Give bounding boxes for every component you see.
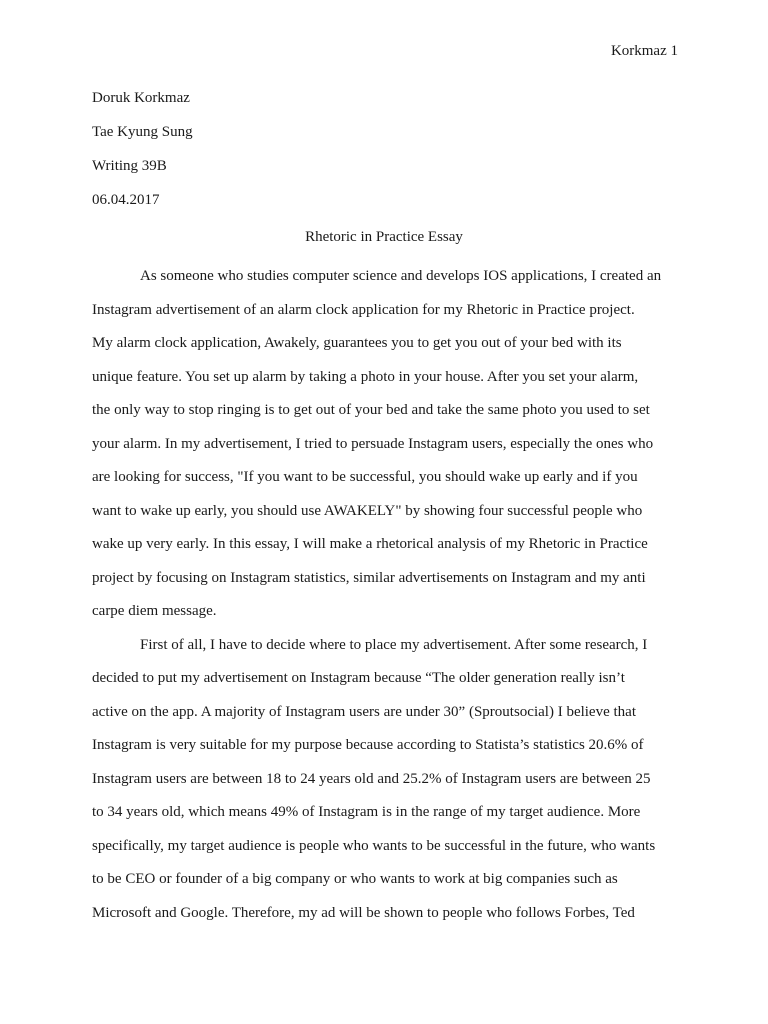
course-line: Writing 39B (92, 158, 167, 174)
running-header: Korkmaz 1 (610, 43, 678, 59)
paragraph-line: your alarm. In my advertisement, I tried to persuade Instagram users, especially the ones who (92, 435, 654, 452)
essay-title: Rhetoric in Practice Essay (305, 229, 463, 245)
paragraph-line: Instagram users are between 18 to 24 years old and 25.2% of Instagram users are between 25 (92, 770, 651, 787)
paragraph-line: project by focusing on Instagram statistics, similar advertisements on Instagram and my anti (92, 569, 646, 586)
paragraph-line: are looking for success, "If you want to be successful, you should wake up early and if you (92, 469, 638, 485)
paragraph-line: specifically, my target audience is people who wants to be successful in the future, who wants (92, 837, 656, 854)
paragraph-line: As someone who studies computer science and develops IOS applications, I created an (140, 268, 662, 284)
paragraph-line: active on the app. A majority of Instagram users are under 30” (Sproutsocial) I believe that (92, 703, 636, 720)
author-line: Doruk Korkmaz (92, 90, 190, 106)
paragraph-line: Instagram is very suitable for my purpose because according to Statista’s statistics 20.6% of (92, 737, 644, 753)
paragraph-line: decided to put my advertisement on Instagram because “The older generation really isn’t (92, 670, 625, 686)
instructor-name (92, 122, 678, 142)
paragraph-line: the only way to stop ringing is to get out of your bed and take the same photo you used to set (92, 402, 650, 418)
paragraph (92, 260, 678, 629)
instructor-line: Tae Kyung Sung (92, 124, 193, 140)
paragraph (92, 629, 678, 931)
paragraph-line: carpe diem message. (92, 603, 217, 619)
paragraph-line: Instagram advertisement of an alarm clock application for my Rhetoric in Practice project. (92, 301, 635, 318)
date-line: 06.04.2017 (92, 192, 160, 208)
essay-body (92, 260, 678, 930)
paragraph-line: want to wake up early, you should use AWAKELY" by showing four successful people who (92, 502, 643, 519)
paragraph-line: First of all, I have to decide where to place my advertisement. After some research, I (140, 636, 648, 653)
paragraph-line: wake up very early. In this essay, I will make a rhetorical analysis of my Rhetoric in Practice (92, 536, 648, 552)
paragraph-line: unique feature. You set up alarm by taking a photo in your house. After you set your alarm, (92, 368, 639, 385)
paragraph-line: Microsoft and Google. Therefore, my ad will be shown to people who follows Forbes, Ted (92, 904, 635, 921)
author-name (92, 88, 678, 108)
paragraph-line: to be CEO or founder of a big company or who wants to work at big companies such as (92, 871, 618, 887)
date (92, 190, 678, 210)
paragraph-line: My alarm clock application, Awakely, guarantees you to get you out of your bed with its (92, 335, 622, 351)
course-name (92, 156, 678, 176)
paragraph-line: to 34 years old, which means 49% of Instagram is in the range of my target audience. More (92, 804, 641, 820)
